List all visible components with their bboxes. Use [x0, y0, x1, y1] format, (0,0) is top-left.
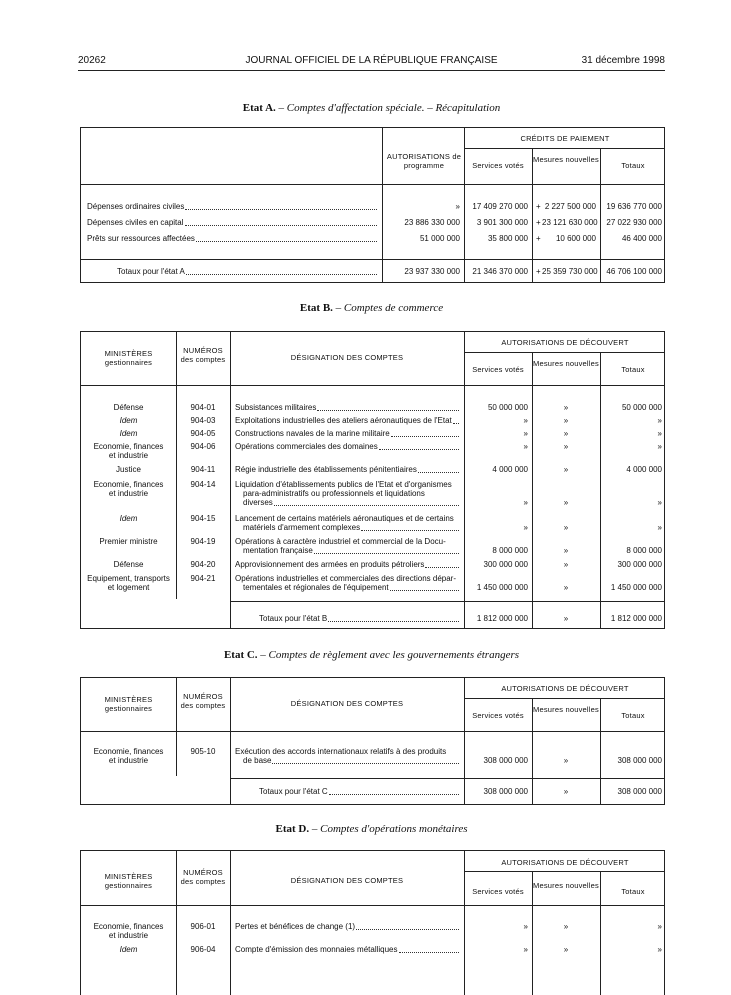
etat-a-row-totaux: 19 636 770 000	[606, 202, 662, 211]
etat-a-row-label-leader	[196, 241, 377, 242]
etat-b-row-ministere: Idem	[119, 514, 138, 523]
etat-a-row-sign: +	[536, 234, 541, 243]
etat-a-head-autorisations: AUTORISATIONS de programme	[386, 152, 462, 170]
etat-b-row-ministere: Défense	[113, 560, 144, 569]
etat-b-head-mesures: Mesures nouvelles	[533, 359, 599, 368]
etat-b-head-totaux: Totaux	[621, 365, 645, 374]
etat-b-row-numero: 904-19	[190, 537, 216, 546]
etat-b-total-services: 1 812 000 000	[476, 614, 528, 623]
etat-c-title-rest: Comptes de règlement avec les gouvernements étrangers	[268, 649, 520, 661]
etat-b-row-services: 4 000 000	[492, 465, 528, 474]
etat-c-total-services: 308 000 000	[483, 787, 528, 796]
etat-a-total-mesures: 25 359 730 000	[542, 267, 598, 276]
etat-b-row-mesures: »	[563, 560, 569, 569]
etat-b-row-designation-text: diverses	[243, 498, 273, 507]
etat-b-total-totaux: 1 812 000 000	[610, 614, 662, 623]
etat-d-title: Etat D. – Comptes d'opérations monétaires	[275, 823, 468, 835]
etat-d-head-autorisations: AUTORISATIONS DE DÉCOUVERT	[501, 858, 629, 867]
etat-b-row-totaux: »	[657, 416, 662, 425]
etat-b-head-numeros: NUMÉROS des comptes	[180, 346, 226, 364]
etat-a-title-prefix: Etat A.	[242, 102, 276, 114]
etat-b-row-designation-leader	[390, 590, 459, 591]
etat-b-row-designation	[235, 465, 461, 475]
etat-b-row-designation: Opérations à caractère industriel et commercial de la Docu-	[235, 537, 446, 546]
etat-d-row-totaux: »	[657, 945, 662, 954]
etat-b-title-prefix: Etat B.	[299, 302, 333, 314]
etat-b-row-ministere: Idem	[119, 429, 138, 438]
etat-b-row-designation-leader	[317, 410, 459, 411]
etat-a-row-mesures: 2 227 500 000	[544, 202, 596, 211]
etat-a-row-label-leader	[185, 209, 377, 210]
etat-a-row-services: 35 800 000	[487, 234, 528, 243]
etat-b-row-totaux: »	[657, 442, 662, 451]
etat-b-row-ministere: Justice	[116, 465, 141, 474]
journal-title: JOURNAL OFFICIEL DE LA RÉPUBLIQUE FRANÇAISE	[245, 55, 498, 66]
etat-a-total-label-text: Totaux pour l'état A	[117, 267, 185, 276]
etat-b-row-designation-text: Régie industrielle des établissements pénitentiaires	[235, 465, 417, 474]
etat-b-row-designation-leader	[425, 567, 459, 568]
etat-d-row-mesures: »	[563, 945, 569, 954]
etat-b-row-designation-leader	[361, 530, 459, 531]
etat-c-head-autorisations: AUTORISATIONS DE DÉCOUVERT	[501, 684, 629, 693]
etat-b-row-numero: 904-14	[190, 480, 216, 489]
etat-c-head-mesures: Mesures nouvelles	[533, 705, 599, 714]
etat-c-row-designation-text: de base	[243, 756, 272, 765]
etat-b-row-mesures: »	[563, 546, 569, 555]
etat-a-table	[80, 127, 665, 283]
etat-b-head-ministeres: MINISTÈRES gestionnaires	[104, 349, 153, 367]
etat-b-row-services: 8 000 000	[492, 546, 528, 555]
etat-a-row-label	[87, 218, 379, 228]
etat-b-row-ministere: Economie, finances	[93, 480, 164, 489]
etat-b-row-ministere: et logement	[107, 583, 150, 592]
etat-d-row-ministere: Economie, finances	[93, 922, 164, 931]
etat-c-row-ministere: et industrie	[108, 756, 149, 765]
etat-c-total-mesures: »	[563, 787, 569, 796]
etat-b-row-services: 300 000 000	[483, 560, 528, 569]
etat-b-head-services: Services votés	[472, 365, 524, 374]
etat-b-total-mesures: »	[563, 614, 569, 623]
etat-b-head-designation: DÉSIGNATION DES COMPTES	[290, 353, 404, 362]
etat-b-row-designation-text: Subsistances militaires	[235, 403, 317, 412]
etat-a-head-services: Services votés	[472, 161, 524, 170]
etat-b-row-services: »	[523, 442, 528, 451]
etat-a-head-credits: CRÉDITS DE PAIEMENT	[520, 134, 610, 143]
etat-b-row-totaux: 1 450 000 000	[610, 583, 662, 592]
etat-d-row-designation	[235, 922, 461, 932]
etat-a-row-services: 3 901 300 000	[476, 218, 528, 227]
etat-b-row-designation-leader	[418, 472, 459, 473]
etat-c-row-services: 308 000 000	[483, 756, 528, 765]
etat-c-total-label-text: Totaux pour l'état C	[259, 787, 328, 796]
etat-b-row-ministere: et industrie	[108, 489, 149, 498]
etat-b-row-totaux: »	[657, 523, 662, 532]
etat-a-total-sign: +	[536, 267, 541, 276]
etat-c-total-totaux: 308 000 000	[617, 787, 662, 796]
etat-b-row-designation-text: Constructions navales de la marine militaire	[235, 429, 390, 438]
etat-d-head-ministeres: MINISTÈRES gestionnaires	[104, 872, 153, 890]
etat-d-head-services: Services votés	[472, 887, 524, 896]
etat-b-title-rest: Comptes de commerce	[343, 302, 444, 314]
etat-b-row-designation	[235, 560, 461, 570]
etat-b-row-totaux: 8 000 000	[626, 546, 662, 555]
etat-b-row-designation-leader	[274, 505, 459, 506]
etat-a-row-label	[87, 202, 379, 212]
etat-b-row-designation-text: Opérations commerciales des domaines	[235, 442, 378, 451]
etat-b-total-label-text: Totaux pour l'état B	[259, 614, 328, 623]
etat-d-head-designation: DÉSIGNATION DES COMPTES	[290, 876, 404, 885]
etat-a-total-services: 21 346 370 000	[472, 267, 528, 276]
etat-b-row-services: »	[523, 416, 528, 425]
etat-b-row-designation: Lancement de certains matériels aéronautiques et de certains	[235, 514, 454, 523]
etat-d-row-designation-text: Compte d'émission des monnaies métalliques	[235, 945, 398, 954]
etat-c-row-designation-leader	[272, 763, 459, 764]
etat-c-row-ministere: Economie, finances	[93, 747, 164, 756]
etat-c-head-designation: DÉSIGNATION DES COMPTES	[290, 699, 404, 708]
etat-b-row-services: »	[523, 498, 528, 507]
etat-c-title: Etat C. – Comptes de règlement avec les gouvernements étrangers	[223, 649, 520, 661]
etat-a-row-autorisations: »	[455, 202, 460, 211]
etat-a-row-label-text: Dépenses civiles en capital	[87, 218, 184, 227]
etat-b-row-designation: para-administratifs ou professionnels et liquidations	[243, 489, 425, 498]
etat-a-head-totaux: Totaux	[621, 161, 645, 170]
etat-d-row-numero: 906-04	[190, 945, 216, 954]
etat-b-row-designation-leader	[391, 436, 459, 437]
etat-a-total-autorisations: 23 937 330 000	[404, 267, 460, 276]
etat-b-row-ministere: Idem	[119, 416, 138, 425]
etat-b-row-designation-text: matériels d'armement complexes	[243, 523, 361, 532]
etat-b-row-designation	[243, 498, 461, 508]
etat-b-row-designation	[243, 546, 461, 556]
etat-b-row-designation	[243, 583, 461, 593]
etat-b-row-ministere: Equipement, transports	[87, 574, 170, 583]
etat-b-row-numero: 904-01	[190, 403, 216, 412]
etat-c-total-label-leader	[329, 794, 459, 795]
etat-b-row-services: »	[523, 523, 528, 532]
etat-d-row-ministere: Idem	[119, 945, 138, 954]
etat-b-row-ministere: Economie, finances	[93, 442, 164, 451]
etat-b-row-totaux: »	[657, 429, 662, 438]
etat-b-row-designation	[235, 403, 461, 413]
etat-b-row-designation: Opérations industrielles et commerciales des directions dépar-	[235, 574, 456, 583]
etat-b-row-totaux: 300 000 000	[617, 560, 662, 569]
etat-b-total-label	[259, 614, 461, 624]
etat-b-row-designation-leader	[453, 423, 459, 424]
etat-d-row-services: »	[523, 945, 528, 954]
etat-a-title-rest: Comptes d'affectation spéciale. – Récapitulation	[286, 102, 501, 114]
etat-d-table	[80, 850, 665, 995]
etat-c-row-numero: 905-10	[190, 747, 216, 756]
etat-b-row-designation	[235, 416, 461, 426]
etat-b-row-designation-leader	[379, 449, 459, 450]
etat-d-row-services: »	[523, 922, 528, 931]
etat-a-row-label	[87, 234, 379, 244]
etat-a-row-services: 17 409 270 000	[472, 202, 528, 211]
etat-a-head-mesures: Mesures nouvelles	[533, 155, 599, 164]
etat-a-row-autorisations: 51 000 000	[419, 234, 460, 243]
etat-d-title-rest: Comptes d'opérations monétaires	[320, 823, 468, 835]
etat-d-row-designation-text: Pertes et bénéfices de change (1)	[235, 922, 356, 931]
etat-a-row-totaux: 27 022 930 000	[606, 218, 662, 227]
etat-c-head-totaux: Totaux	[621, 711, 645, 720]
etat-b-total-label-leader	[328, 621, 459, 622]
etat-b-row-designation-text: mentation française	[243, 546, 313, 555]
etat-b-row-numero: 904-20	[190, 560, 216, 569]
etat-d-row-numero: 906-01	[190, 922, 216, 931]
etat-b-table	[80, 331, 665, 629]
etat-b-row-designation-text: Exploitations industrielles des ateliers aéronautiques de l'Etat	[235, 416, 452, 425]
etat-b-row-services: 1 450 000 000	[476, 583, 528, 592]
etat-b-row-numero: 904-11	[190, 465, 216, 474]
etat-b-row-mesures: »	[563, 442, 569, 451]
etat-b-row-designation: Liquidation d'établissements publics de l'Etat et d'organismes	[235, 480, 452, 489]
etat-b-title: Etat B. – Comptes de commerce	[299, 302, 444, 314]
etat-a-total-rule	[81, 259, 664, 260]
etat-b-row-numero: 904-15	[190, 514, 216, 523]
etat-b-row-designation	[235, 442, 461, 452]
etat-b-head-autorisations: AUTORISATIONS DE DÉCOUVERT	[501, 338, 629, 347]
etat-b-row-mesures: »	[563, 498, 569, 507]
etat-b-row-mesures: »	[563, 523, 569, 532]
etat-a-row-sign: +	[536, 202, 541, 211]
etat-b-row-ministere: Premier ministre	[99, 537, 158, 546]
etat-c-head-numeros: NUMÉROS des comptes	[180, 692, 226, 710]
etat-b-row-services: 50 000 000	[487, 403, 528, 412]
etat-c-head-ministeres: MINISTÈRES gestionnaires	[104, 695, 153, 713]
etat-c-head-services: Services votés	[472, 711, 524, 720]
etat-c-title-prefix: Etat C.	[223, 649, 258, 661]
etat-d-title-prefix: Etat D.	[275, 823, 310, 835]
etat-b-row-totaux: 50 000 000	[621, 403, 662, 412]
etat-a-row-autorisations: 23 886 330 000	[404, 218, 460, 227]
etat-a-total-totaux: 46 706 100 000	[606, 267, 662, 276]
etat-d-head-mesures: Mesures nouvelles	[533, 881, 599, 890]
etat-a-total-label-leader	[186, 274, 377, 275]
header-rule	[78, 70, 665, 71]
issue-date: 31 décembre 1998	[581, 55, 665, 66]
etat-b-row-totaux: »	[657, 498, 662, 507]
etat-c-row-designation: Exécution des accords internationaux relatifs à des produits	[235, 747, 447, 756]
etat-b-row-designation-leader	[314, 553, 459, 554]
etat-b-row-numero: 904-03	[190, 416, 216, 425]
etat-b-row-mesures: »	[563, 416, 569, 425]
etat-b-row-ministere: Défense	[113, 403, 144, 412]
etat-b-row-designation-text: Approvisionnement des armées en produits pétroliers	[235, 560, 425, 569]
etat-b-row-designation	[235, 429, 461, 439]
etat-a-row-label-text: Dépenses ordinaires civiles	[87, 202, 185, 211]
etat-b-row-mesures: »	[563, 583, 569, 592]
etat-b-row-designation-text: tementales et régionales de l'équipement	[243, 583, 389, 592]
etat-a-total-label	[117, 267, 379, 277]
etat-a-title: Etat A. – Comptes d'affectation spéciale. – Récapitulation	[242, 102, 501, 114]
etat-a-row-totaux: 46 400 000	[621, 234, 662, 243]
etat-b-row-numero: 904-21	[190, 574, 216, 583]
etat-b-row-designation	[243, 523, 461, 533]
page-header	[78, 55, 665, 69]
etat-d-row-designation-leader	[399, 952, 460, 953]
etat-b-row-mesures: »	[563, 429, 569, 438]
etat-d-row-ministere: et industrie	[108, 931, 149, 940]
page-number: 20262	[78, 55, 106, 66]
etat-c-row-mesures: »	[563, 756, 569, 765]
etat-d-row-designation-leader	[356, 929, 459, 930]
etat-a-row-mesures: 23 121 630 000	[542, 218, 598, 227]
etat-d-row-totaux: »	[657, 922, 662, 931]
etat-b-row-mesures: »	[563, 403, 569, 412]
etat-b-row-totaux: 4 000 000	[626, 465, 662, 474]
etat-b-row-services: »	[523, 429, 528, 438]
etat-b-row-ministere: et industrie	[108, 451, 149, 460]
etat-b-row-numero: 904-06	[190, 442, 216, 451]
etat-a-row-label-text: Prêts sur ressources affectées	[87, 234, 195, 243]
etat-b-row-mesures: »	[563, 465, 569, 474]
etat-c-row-totaux: 308 000 000	[617, 756, 662, 765]
etat-d-row-designation	[235, 945, 461, 955]
etat-b-row-numero: 904-05	[190, 429, 216, 438]
etat-a-row-sign: +	[536, 218, 541, 227]
etat-d-head-numeros: NUMÉROS des comptes	[180, 868, 226, 886]
etat-c-table	[80, 677, 665, 805]
etat-d-row-mesures: »	[563, 922, 569, 931]
etat-c-row-designation	[243, 756, 461, 766]
etat-d-head-totaux: Totaux	[621, 887, 645, 896]
etat-a-header-rule	[81, 184, 664, 185]
etat-a-row-mesures: 10 600 000	[555, 234, 596, 243]
etat-a-row-label-leader	[185, 225, 378, 226]
etat-c-total-label	[259, 787, 461, 797]
